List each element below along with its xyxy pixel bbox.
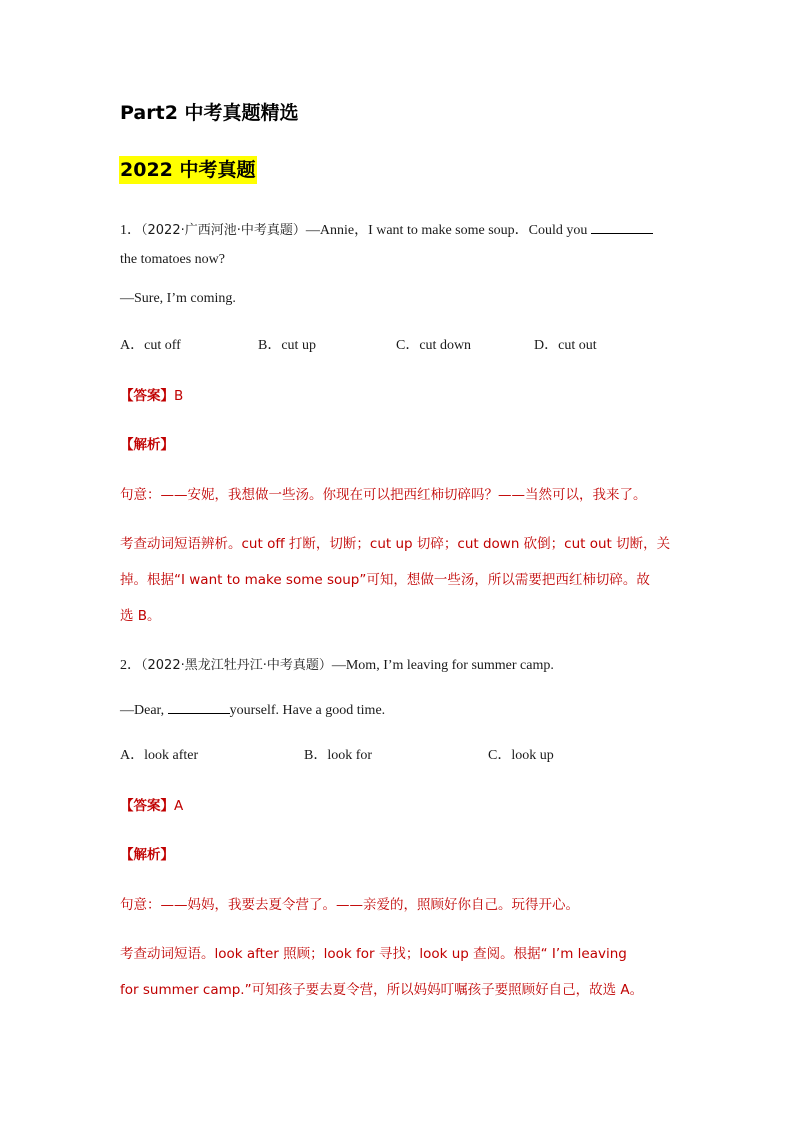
year-heading: 2022 中考真题 — [119, 156, 257, 184]
option-a: A．cut off — [120, 338, 181, 353]
answer-blank — [168, 701, 230, 714]
answer-label: 【答案】 — [120, 388, 174, 404]
option-d: D．cut out — [534, 338, 597, 353]
question-source: （2022·广西河池·中考真题） — [141, 223, 306, 238]
explanation-line-3: 选 B。 — [120, 608, 161, 624]
answer-row — [120, 384, 183, 404]
explanation-line-1: 考查动词短语。look after 照顾；look for 寻找；look up 查阅。根据“ I’m leaving — [120, 946, 627, 962]
question-1-reply: —Sure, I’m coming. — [120, 291, 236, 306]
analysis-label: 【解析】 — [120, 437, 174, 453]
answer-value: A — [174, 798, 184, 814]
section-title: Part2 中考真题精选 — [120, 102, 299, 124]
answer-value: B — [174, 388, 184, 404]
question-1-stem — [120, 219, 653, 239]
answer-row — [120, 794, 183, 814]
analysis-label: 【解析】 — [120, 847, 174, 863]
question-2-line2 — [120, 701, 385, 719]
answer-label: 【答案】 — [120, 798, 174, 814]
explanation-line-2: for summer camp.”可知孩子要去夏令营，所以妈妈叮嘱孩子要照顾好自己，故选 A。 — [120, 982, 644, 998]
question-source: （2022·黑龙江牡丹江·中考真题） — [141, 658, 332, 673]
question-number: 2． — [120, 658, 141, 673]
explanation-line-2: 掉。根据“I want to make some soup”可知，想做一些汤，所以需要把西红柿切碎。故 — [120, 572, 650, 588]
explanation-line-1: 考查动词短语辨析。cut off 打断，切断；cut up 切碎；cut down 砍倒；cut out 切断，关 — [120, 536, 671, 552]
option-b: B．look for — [304, 748, 373, 763]
translation-text: 句意：——安妮，我想做一些汤。你现在可以把西红柿切碎吗？——当然可以，我来了。 — [120, 487, 647, 503]
translation-text: 句意：——妈妈，我要去夏令营了。——亲爱的，照顾好你自己。玩得开心。 — [120, 897, 579, 913]
question-1-line2: the tomatoes now? — [120, 252, 225, 267]
question-text: —Annie，I want to make some soup．Could you — [305, 223, 588, 238]
question-number: 1． — [120, 223, 141, 238]
reply-suffix: yourself. Have a good time. — [229, 703, 386, 718]
answer-blank — [591, 221, 653, 234]
question-text: —Mom, I’m leaving for summer camp. — [331, 658, 554, 673]
option-c: C．look up — [488, 748, 554, 763]
question-2-stem — [120, 654, 554, 674]
option-b: B．cut up — [258, 338, 316, 353]
reply-prefix: —Dear, — [120, 703, 168, 718]
option-c: C．cut down — [396, 338, 472, 353]
option-a: A．look after — [120, 748, 199, 763]
